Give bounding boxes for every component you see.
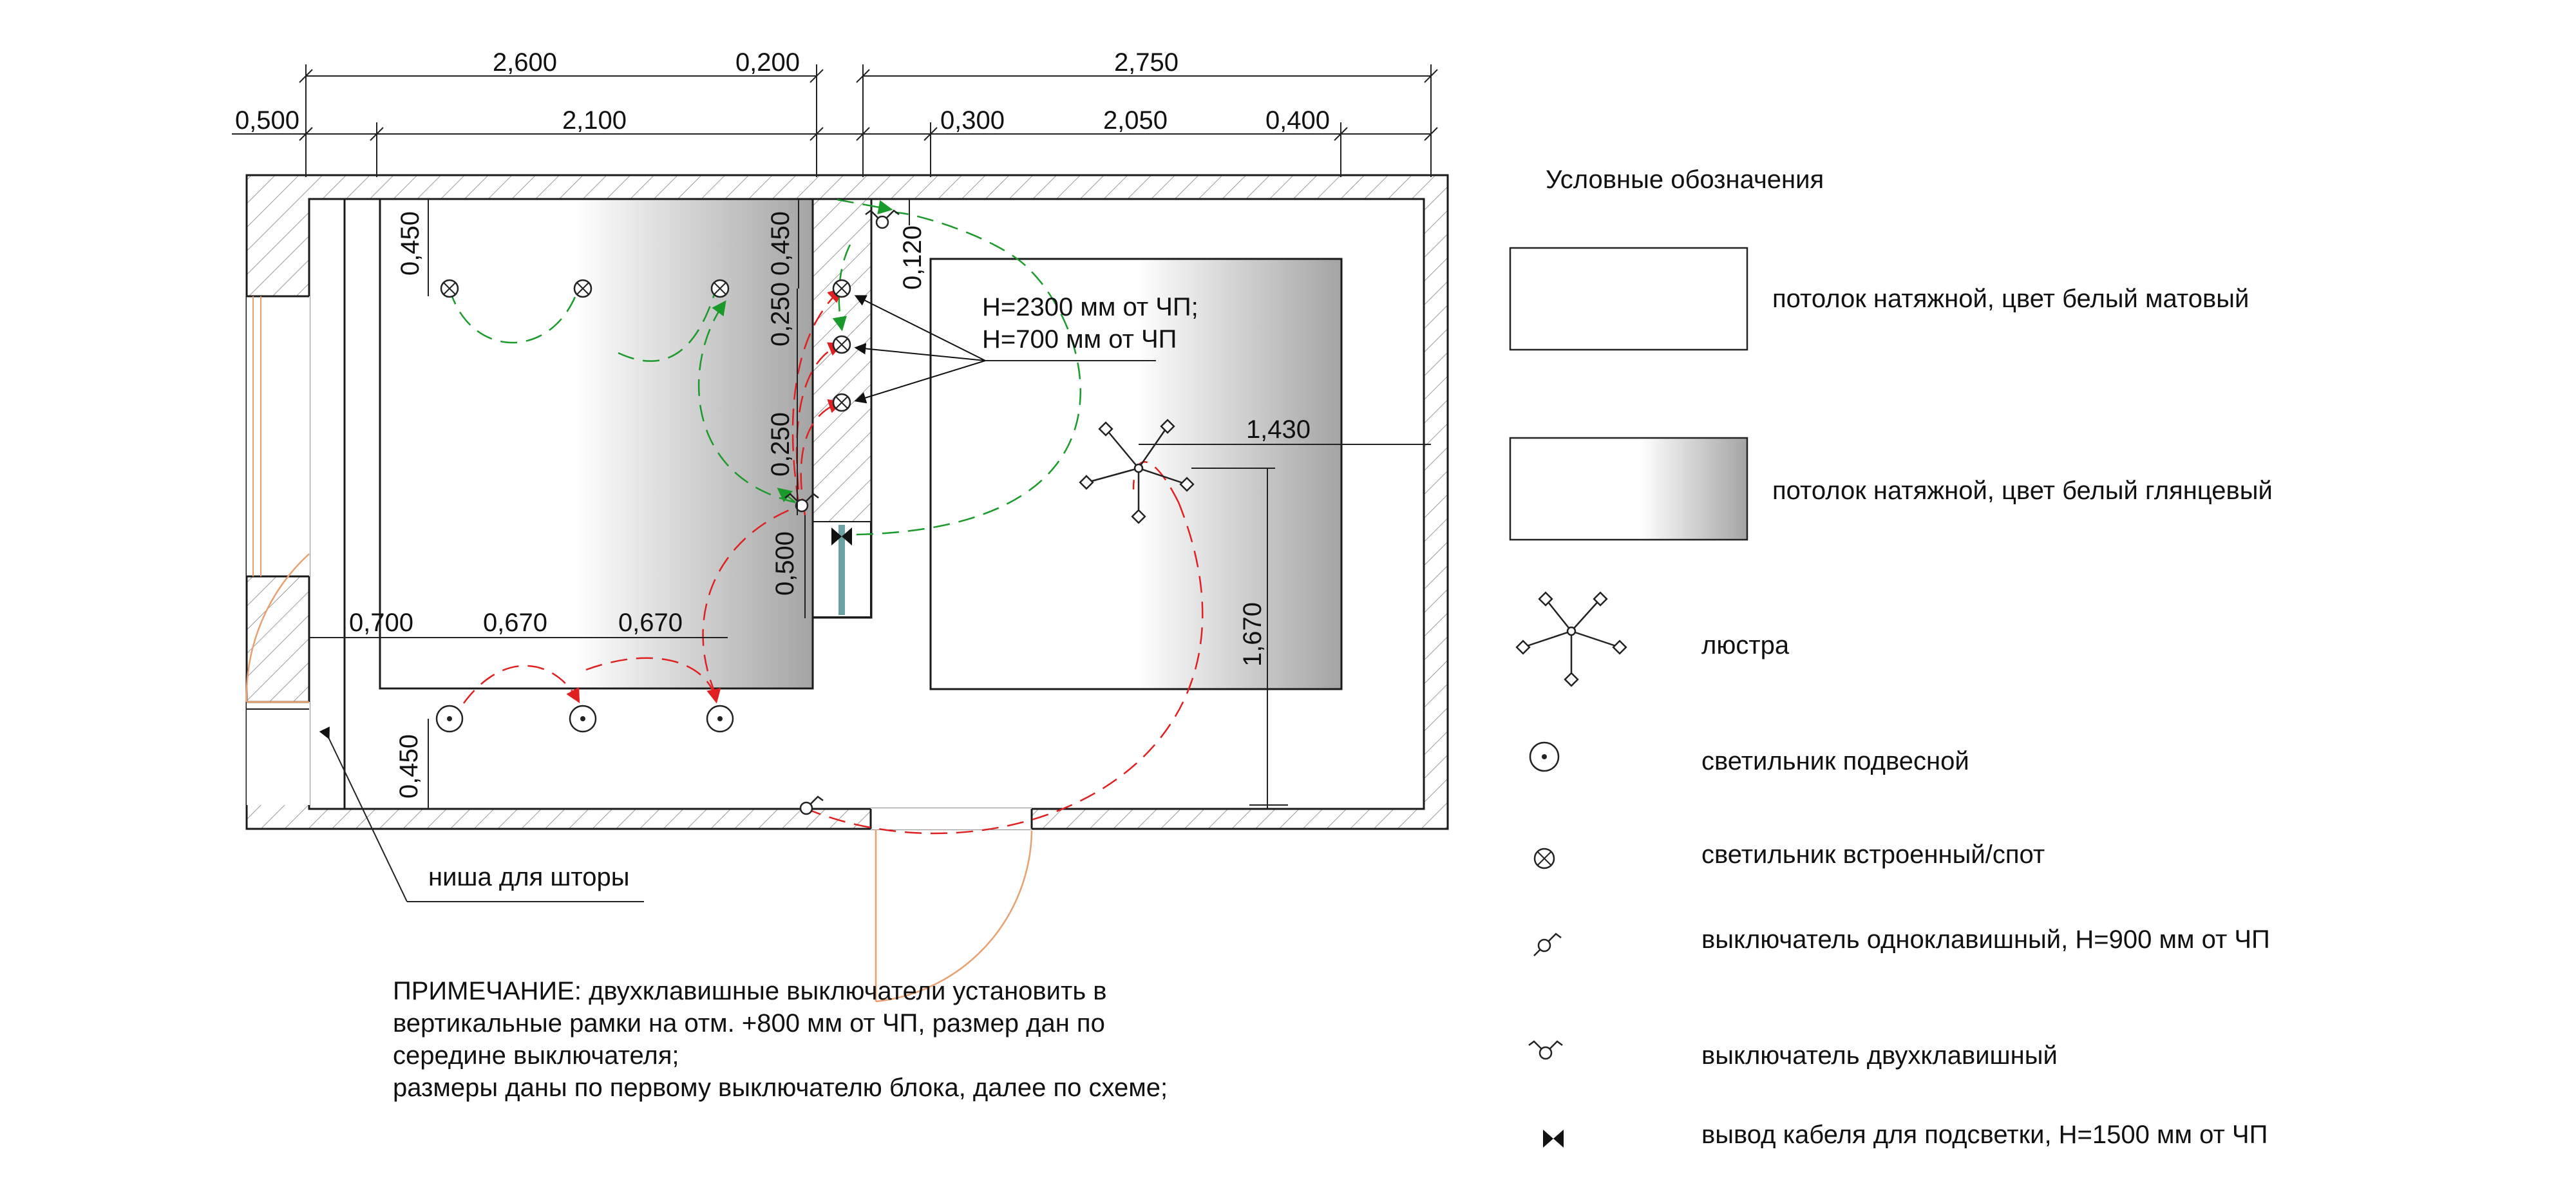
- dim-v-0500: 0,500: [771, 531, 799, 596]
- dim-v-0250b: 0,250: [766, 412, 795, 477]
- dim-2750: 2,750: [1113, 48, 1179, 77]
- legend-spot-label: светильник встроенный/спот: [1701, 840, 2045, 869]
- dim-2050: 2,050: [1103, 106, 1168, 135]
- legend-chandelier-icon: [1517, 592, 1626, 686]
- legend-matte-swatch: [1510, 248, 1747, 350]
- legend-switch-double-icon: [1529, 1041, 1562, 1059]
- legend-gloss-label: потолок натяжной, цвет белый глянцевый: [1772, 477, 2273, 505]
- note-line-3: середине выключателя;: [393, 1041, 679, 1070]
- spot-light: [833, 280, 850, 297]
- dim-2100: 2,100: [562, 106, 627, 135]
- spot-light: [441, 280, 458, 297]
- note-line-1: ПРИМЕЧАНИЕ: двухклавишные выключатели установить в: [393, 977, 1107, 1005]
- legend-pendant-label: светильник подвесной: [1701, 747, 1969, 775]
- legend-switch-double-label: выключатель двухклавишный: [1701, 1041, 2058, 1070]
- dim-0300: 0,300: [940, 106, 1005, 135]
- note-line-4: размеры даны по первому выключателю блока, далее по схеме;: [393, 1074, 1168, 1102]
- callout-line-2: Н=700 мм от ЧП: [982, 325, 1177, 354]
- dim-h-1430: 1,430: [1245, 415, 1311, 444]
- dim-v-0120: 0,120: [898, 225, 927, 290]
- legend-cable-label: вывод кабеля для подсветки, Н=1500 мм от ЧП: [1701, 1121, 2268, 1149]
- legend-cable-icon: [1543, 1130, 1564, 1148]
- spot-light: [574, 280, 591, 297]
- legend-matte-label: потолок натяжной, цвет белый матовый: [1772, 285, 2249, 313]
- dim-h-0670b: 0,670: [618, 609, 683, 637]
- pendant-light: [570, 706, 596, 732]
- legend-chandelier-label: люстра: [1701, 631, 1790, 659]
- spot-light: [833, 336, 850, 353]
- legend-spot-icon: [1535, 849, 1554, 868]
- dim-0500: 0,500: [234, 106, 300, 135]
- pendant-light: [437, 706, 462, 732]
- note: [393, 977, 1168, 1102]
- gloss-ceiling-right: [931, 259, 1341, 689]
- legend-switch-single-label: выключатель одноклавишный, Н=900 мм от ЧП: [1701, 925, 2270, 954]
- note-line-2: вертикальные рамки на отм. +800 мм от ЧП, размер дан по: [393, 1009, 1105, 1038]
- dim-v-1670: 1,670: [1238, 602, 1267, 667]
- dim-h-0670a: 0,670: [482, 609, 548, 637]
- dim-v-0450a: 0,450: [396, 211, 424, 276]
- legend: [1510, 166, 2273, 1149]
- legend-switch-single-icon: [1534, 934, 1561, 956]
- pendant-light: [707, 706, 733, 732]
- dim-v-0250a: 0,250: [766, 281, 795, 347]
- legend-title: Условные обозначения: [1546, 166, 1824, 194]
- gloss-ceiling-left: [380, 199, 813, 688]
- legend-pendant-icon: [1530, 743, 1558, 771]
- legend-gloss-swatch: [1510, 438, 1747, 540]
- dim-2600: 2,600: [492, 48, 558, 77]
- dim-0200: 0,200: [735, 48, 800, 77]
- spot-light: [833, 394, 850, 411]
- dim-0400: 0,400: [1265, 106, 1331, 135]
- callout-line-1: Н=2300 мм от ЧП;: [982, 293, 1198, 321]
- spot-light: [712, 280, 728, 297]
- dim-v-0450c: 0,450: [395, 734, 423, 799]
- dim-v-0450b: 0,450: [766, 211, 795, 276]
- dim-h-0700: 0,700: [348, 609, 414, 637]
- niche-label: ниша для шторы: [428, 863, 630, 891]
